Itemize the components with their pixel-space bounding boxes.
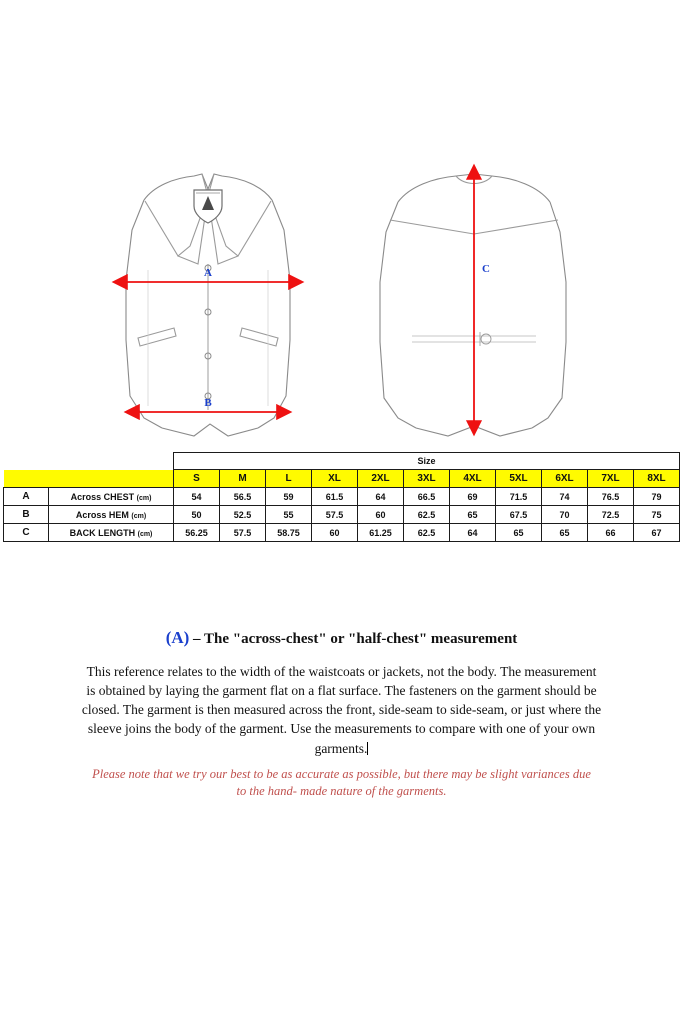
cell-c-5xl: 65: [496, 524, 542, 542]
cell-b-7xl: 72.5: [588, 506, 634, 524]
cell-a-s: 54: [174, 488, 220, 506]
size-cell-5xl: 5XL: [496, 470, 542, 488]
cell-c-6xl: 65: [542, 524, 588, 542]
cell-b-2xl: 60: [358, 506, 404, 524]
vest-back-view: [380, 174, 566, 436]
back-length-measurement-arrow: [474, 178, 490, 422]
table-size-header-row: [4, 453, 680, 470]
cell-a-2xl: 64: [358, 488, 404, 506]
table-row: [4, 506, 680, 524]
table-row: [4, 524, 680, 542]
table-row: [4, 488, 680, 506]
cell-a-l: 59: [266, 488, 312, 506]
size-cell-2xl: 2XL: [358, 470, 404, 488]
cell-b-6xl: 70: [542, 506, 588, 524]
cell-a-3xl: 66.5: [404, 488, 450, 506]
cell-c-3xl: 62.5: [404, 524, 450, 542]
explanation-heading-mark: (A): [165, 628, 190, 647]
vest-illustration: [82, 160, 602, 440]
cell-a-8xl: 79: [634, 488, 680, 506]
cell-c-s: 56.25: [174, 524, 220, 542]
size-chart-table: [3, 452, 680, 542]
size-cell-s: S: [174, 470, 220, 488]
cell-b-5xl: 67.5: [496, 506, 542, 524]
size-cell-xl: XL: [312, 470, 358, 488]
row-letter-a: A: [4, 488, 49, 506]
back-length-arrow-label: C: [481, 263, 490, 275]
cell-a-6xl: 74: [542, 488, 588, 506]
explanation-body: [82, 662, 602, 758]
cell-c-m: 57.5: [220, 524, 266, 542]
cell-b-m: 52.5: [220, 506, 266, 524]
size-diagram: [0, 160, 683, 440]
explanation-note: Please note that we try our best to be as accurate as possible, but there may be slight variances due to the hand- made nature of the garments.: [92, 766, 591, 799]
cell-c-2xl: 61.25: [358, 524, 404, 542]
size-cell-m: M: [220, 470, 266, 488]
row-name-hem: [49, 506, 174, 524]
cell-c-7xl: 66: [588, 524, 634, 542]
size-cell-l: L: [266, 470, 312, 488]
row-name-text: Across CHEST: [70, 491, 135, 502]
hem-arrow-label: B: [203, 397, 212, 409]
cell-b-3xl: 62.5: [404, 506, 450, 524]
spacer-cell: [49, 453, 174, 470]
cell-a-7xl: 76.5: [588, 488, 634, 506]
explanation-heading: [0, 628, 683, 648]
cell-b-8xl: 75: [634, 506, 680, 524]
row-unit: (cm): [136, 494, 152, 502]
cell-b-s: 50: [174, 506, 220, 524]
cell-b-4xl: 65: [450, 506, 496, 524]
size-header-cell: Size: [174, 453, 680, 470]
explanation-body-text: This reference relates to the width of the waistcoats or jackets, not the body. The measurement is obtained by laying the garment flat on a flat surface. The fasteners on the garment should be closed. The garment is then measured across the front, side-seam to side-seam, or just where the sleeve joins the body of the garment. Use the measurements to compare with one of your own garments.: [81, 664, 602, 756]
cell-a-xl: 61.5: [312, 488, 358, 506]
chest-arrow-label: A: [203, 267, 212, 279]
brand-shield-icon: [194, 190, 222, 223]
size-chart-table-wrap: [0, 452, 683, 542]
size-cell-6xl: 6XL: [542, 470, 588, 488]
row-name-chest: [49, 488, 174, 506]
cell-b-l: 55: [266, 506, 312, 524]
cell-c-8xl: 67: [634, 524, 680, 542]
spacer-cell: [4, 453, 49, 470]
cell-c-l: 58.75: [266, 524, 312, 542]
explanation-heading-rest: – The "across-chest" or "half-chest" measurement: [193, 631, 518, 647]
size-cell-4xl: 4XL: [450, 470, 496, 488]
table-size-names-row: [4, 470, 680, 488]
cell-c-4xl: 64: [450, 524, 496, 542]
row-name-text: BACK LENGTH: [69, 527, 136, 538]
text-caret: [367, 742, 368, 755]
size-cell-8xl: 8XL: [634, 470, 680, 488]
row-name-back-length: [49, 524, 174, 542]
row-letter-b: B: [4, 506, 49, 524]
row-unit: (cm): [131, 512, 147, 520]
size-cell-7xl: 7XL: [588, 470, 634, 488]
cell-a-m: 56.5: [220, 488, 266, 506]
cell-a-4xl: 69: [450, 488, 496, 506]
row-name-text: Across HEM: [75, 509, 129, 520]
explanation-section: [0, 628, 683, 801]
cell-b-xl: 57.5: [312, 506, 358, 524]
row-letter-c: C: [4, 524, 49, 542]
spacer-cell: [49, 470, 174, 488]
cell-a-5xl: 71.5: [496, 488, 542, 506]
cell-c-xl: 60: [312, 524, 358, 542]
spacer-cell: [4, 470, 49, 488]
size-cell-3xl: 3XL: [404, 470, 450, 488]
row-unit: (cm): [137, 530, 153, 538]
